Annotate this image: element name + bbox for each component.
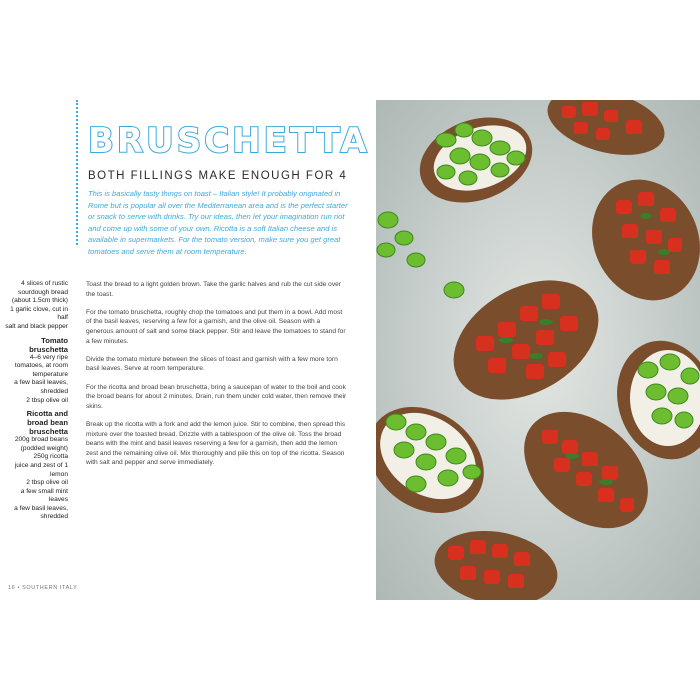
ingredient-item: a few basil leaves, shredded [14, 504, 68, 521]
method-step: Divide the tomato mixture between the slices of toast and garnish with a few more torn basil leaves. Serve at room temperature. [86, 355, 338, 373]
ingredient-item: 2 tbsp olive oil [26, 479, 68, 487]
ingredients-list [4, 280, 68, 522]
page-footer: 16 • SOUTHERN ITALY [8, 585, 78, 591]
ingredient-item: 4–6 very ripe tomatoes, at room temperature [14, 353, 68, 378]
method-steps [86, 280, 348, 476]
method-step: For the ricotta and broad bean bruschetta, bring a saucepan of water to the boil and cook the broad beans for about 2 minutes. Drain, run them under cold water, then remove their skins. [86, 383, 347, 410]
bruschetta-photo [376, 100, 700, 600]
recipe-title: BRUSCHETTA [88, 121, 370, 161]
method-step: Break up the ricotta with a fork and add the lemon juice. Stir to combine, then spread this mixture over the toasted bread. Drizzle with a tablespoon of the olive oil. Toss the broad beans with the mint and basil leaves reserving a few for a garnish, then add the lemon zest and the remaining olive oil. Mix thoroughly and pile this on top of the ricotta. Season with salt and pepper and serve immediately. [86, 420, 346, 467]
dotted-divider [76, 100, 78, 245]
ingredient-item: salt and black pepper [5, 322, 68, 330]
ingredient-item: 1 garlic clove, cut in half [10, 305, 68, 322]
ingredient-item: 200g broad beans (podded weight) [14, 436, 68, 452]
ingredient-item: 250g ricotta [33, 453, 68, 461]
ingredient-heading: Tomato bruschetta [29, 335, 68, 354]
ingredient-item: a few small mint leaves [20, 487, 68, 504]
recipe-intro: This is basically tasty things on toast – Italian style! It probably originated in Rome but is popular all over the Mediterranean area and is the perfect starter or snack to serve with drinks. Try our ideas, then let your imagination run riot and come up with some of your own. Ricotta is a soft Italian cheese and is available in supermarkets. For the tomato version, make sure you get great tomatoes and serve them at room temperature. [88, 189, 348, 256]
method-step: Toast the bread to a light golden brown. Take the garlic halves and rub the cut side over the toast. [86, 281, 341, 298]
ingredient-item: juice and zest of 1 lemon [14, 461, 68, 478]
ingredient-item: a few basil leaves, shredded [14, 379, 68, 395]
ingredient-heading: Ricotta and broad bean bruschetta [26, 409, 68, 437]
ingredient-item: 2 tbsp olive oil [26, 396, 68, 404]
method-step: For the tomato bruschetta, roughly chop the tomatoes and put them in a bowl. Add most of the basil leaves, reserving a few for a garnish, and the olive oil. Season with a generous amount of salt and some black pepper. Stir and leave the tomatoes to stand for a few minutes. [86, 308, 346, 345]
ingredient-item: 4 slices of rustic sourdough bread (about 1.5cm thick) [11, 280, 68, 305]
recipe-subtitle: BOTH FILLINGS MAKE ENOUGH FOR 4 [88, 170, 348, 182]
